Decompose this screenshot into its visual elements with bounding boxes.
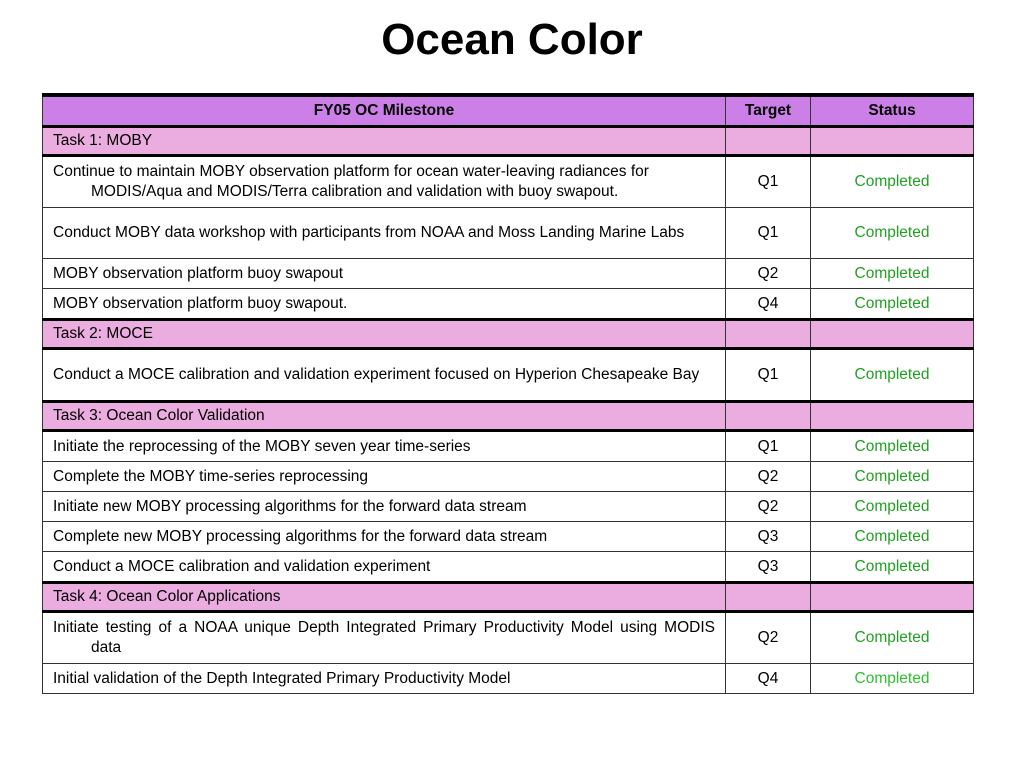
milestone-cell: Initiate new MOBY processing algorithms for the forward data stream bbox=[43, 492, 726, 522]
task-status bbox=[811, 583, 974, 612]
milestone-cell: Conduct a MOCE calibration and validation experiment focused on Hyperion Chesapeake Bay bbox=[43, 349, 726, 402]
table-row bbox=[43, 289, 974, 320]
status-cell: Completed bbox=[811, 208, 974, 259]
task-label: Task 2: MOCE bbox=[43, 320, 726, 349]
milestone-cell: Conduct MOBY data workshop with participants from NOAA and Moss Landing Marine Labs bbox=[43, 208, 726, 259]
milestone-table bbox=[42, 93, 974, 694]
status-cell: Completed bbox=[811, 259, 974, 289]
table-row bbox=[43, 259, 974, 289]
table-row bbox=[43, 552, 974, 583]
task-row bbox=[43, 402, 974, 431]
task-row bbox=[43, 127, 974, 156]
status-cell: Completed bbox=[811, 492, 974, 522]
header-target: Target bbox=[726, 95, 811, 127]
target-cell: Q1 bbox=[726, 431, 811, 462]
status-cell: Completed bbox=[811, 462, 974, 492]
status-cell: Completed bbox=[811, 349, 974, 402]
target-cell: Q1 bbox=[726, 156, 811, 208]
milestone-cell: Initiate testing of a NOAA unique Depth Integrated Primary Productivity Model using MODIS data bbox=[43, 612, 726, 664]
table-row bbox=[43, 349, 974, 402]
status-cell: Completed bbox=[811, 289, 974, 320]
table-header-row bbox=[43, 95, 974, 127]
header-status: Status bbox=[811, 95, 974, 127]
milestone-cell: Initial validation of the Depth Integrated Primary Productivity Model bbox=[43, 664, 726, 694]
milestone-cell: Conduct a MOCE calibration and validation experiment bbox=[43, 552, 726, 583]
task-label: Task 3: Ocean Color Validation bbox=[43, 402, 726, 431]
target-cell: Q1 bbox=[726, 208, 811, 259]
header-milestone: FY05 OC Milestone bbox=[43, 95, 726, 127]
page-title: Ocean Color bbox=[381, 15, 643, 64]
table-row bbox=[43, 208, 974, 259]
target-cell: Q4 bbox=[726, 289, 811, 320]
target-cell: Q4 bbox=[726, 664, 811, 694]
task-row bbox=[43, 583, 974, 612]
table-row bbox=[43, 462, 974, 492]
task-status bbox=[811, 127, 974, 156]
status-cell: Completed bbox=[811, 664, 974, 694]
target-cell: Q2 bbox=[726, 612, 811, 664]
target-cell: Q2 bbox=[726, 492, 811, 522]
table-row bbox=[43, 612, 974, 664]
task-target bbox=[726, 127, 811, 156]
table-row bbox=[43, 522, 974, 552]
status-cell: Completed bbox=[811, 552, 974, 583]
target-cell: Q2 bbox=[726, 462, 811, 492]
task-target bbox=[726, 583, 811, 612]
status-cell: Completed bbox=[811, 156, 974, 208]
milestone-cell: MOBY observation platform buoy swapout. bbox=[43, 289, 726, 320]
task-label: Task 4: Ocean Color Applications bbox=[43, 583, 726, 612]
target-cell: Q3 bbox=[726, 522, 811, 552]
task-status bbox=[811, 320, 974, 349]
task-row bbox=[43, 320, 974, 349]
milestone-cell: Complete new MOBY processing algorithms for the forward data stream bbox=[43, 522, 726, 552]
table-row bbox=[43, 492, 974, 522]
milestone-cell: Continue to maintain MOBY observation platform for ocean water-leaving radiances for MODIS/Aqua and MODIS/Terra calibration and validation with buoy swapout. bbox=[43, 156, 726, 208]
status-cell: Completed bbox=[811, 431, 974, 462]
table-row bbox=[43, 664, 974, 694]
task-label: Task 1: MOBY bbox=[43, 127, 726, 156]
target-cell: Q2 bbox=[726, 259, 811, 289]
milestone-cell: Initiate the reprocessing of the MOBY seven year time-series bbox=[43, 431, 726, 462]
target-cell: Q3 bbox=[726, 552, 811, 583]
milestone-cell: Complete the MOBY time-series reprocessing bbox=[43, 462, 726, 492]
status-cell: Completed bbox=[811, 522, 974, 552]
milestone-cell: MOBY observation platform buoy swapout bbox=[43, 259, 726, 289]
task-target bbox=[726, 320, 811, 349]
task-target bbox=[726, 402, 811, 431]
task-status bbox=[811, 402, 974, 431]
table-row bbox=[43, 431, 974, 462]
status-cell: Completed bbox=[811, 612, 974, 664]
table-row bbox=[43, 156, 974, 208]
target-cell: Q1 bbox=[726, 349, 811, 402]
